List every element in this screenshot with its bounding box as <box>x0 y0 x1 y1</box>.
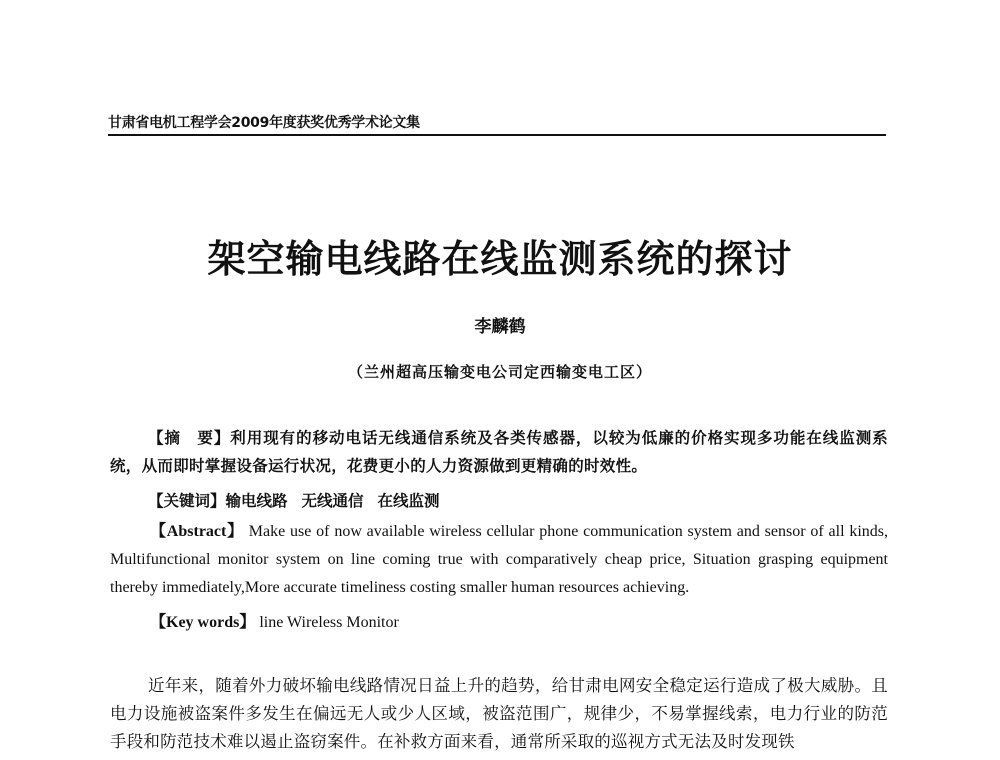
running-header: 甘肃省电机工程学会2009年度获奖优秀学术论文集 <box>108 115 420 131</box>
abstract-cn-label: 【摘 要】 <box>148 428 231 447</box>
keyword-cn-term: 输电线路 <box>225 491 288 510</box>
keyword-cn-term: 在线监测 <box>377 491 440 510</box>
body-paragraph: 近年来，随着外力破坏输电线路情况日益上升的趋势，给甘肃电网安全稳定运行造成了极大威胁。且电力设施被盗案件多发生在偏远无人或少人区域，被盗范围广，规律少，不易掌握线索，电力行业的防范手段和防范技术难以遏止盗窃案件。在补救方面来看，通常所采取的巡视方式无法及时发现铁 <box>110 676 888 751</box>
abstract-en <box>110 518 888 602</box>
abstract-en-label: 【Abstract】 <box>150 523 244 540</box>
abstract-cn-text: 利用现有的移动电话无线通信系统及各类传感器，以较为低廉的价格实现多功能在线监测系统，从而即时掌握设备运行状况，花费更小的人力资源做到更精确的时效性。 <box>110 428 888 475</box>
keywords-cn-label: 【关键词】 <box>148 491 226 510</box>
paper-title: 架空输电线路在线监测系统的探讨 <box>207 236 793 281</box>
keywords-en <box>110 609 888 637</box>
header-rule <box>108 134 886 136</box>
keywords-en-text: line Wireless Monitor <box>259 614 399 631</box>
author-name: 李麟鹤 <box>474 317 526 337</box>
keywords-en-label: 【Key words】 <box>150 614 256 631</box>
keywords-cn <box>110 487 888 515</box>
abstract-en-text: Make use of now available wireless cellular phone communication system and sensor of all kinds, Multifunctional monitor system on line coming true with comparatively cheap price, Situation grasping equipment thereby immediately,More accurate timeliness costing smaller human resources achieving. <box>110 523 888 596</box>
abstract-cn <box>110 424 888 480</box>
keyword-cn-term: 无线通信 <box>301 491 364 510</box>
author-affiliation: （兰州超高压输变电公司定西输变电工区） <box>347 363 652 381</box>
